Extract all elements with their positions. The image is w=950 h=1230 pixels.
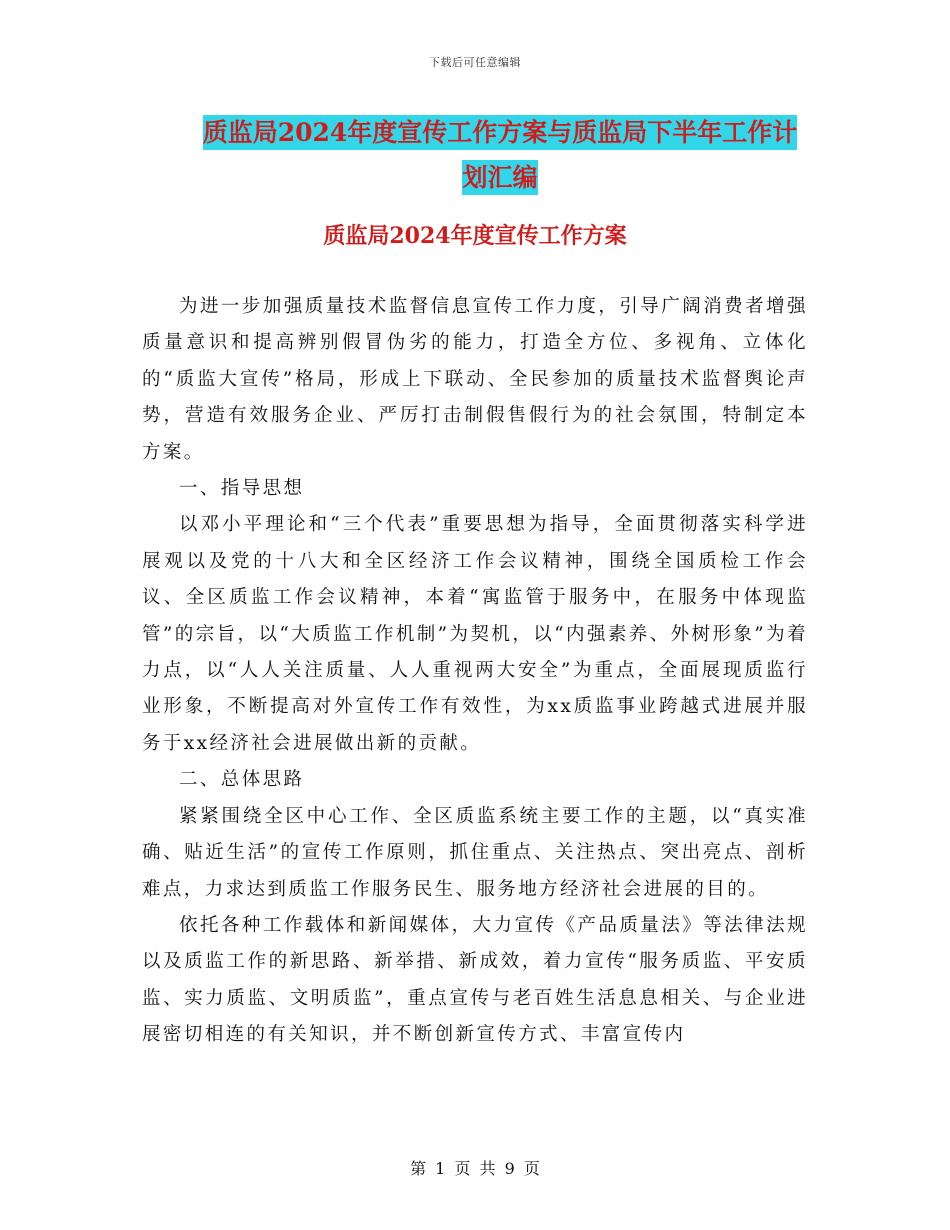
page-header-note: 下载后可任意编辑 bbox=[429, 56, 521, 69]
document-title-line-1: 质监局2024年度宣传工作方案与质监局下半年工作计 bbox=[203, 115, 798, 150]
document-title-line-2: 划汇编 bbox=[462, 160, 537, 195]
paragraph-intro: 为进一步加强质量技术监督信息宣传工作力度，引导广阔消费者增强质量意识和提高辨别假冒伪劣的能力，打造全方位、多视角、立体化的“质监大宣传”格局，形成上下联动、全民参加的质量技术监督舆论声势，营造有效服务企业、严厉打击制假售假行为的社会氛围，特制定本方案。 bbox=[142, 296, 808, 463]
document-body bbox=[142, 289, 808, 1054]
document-title bbox=[150, 110, 850, 200]
page-number: 第 1 页 共 9 页 bbox=[410, 1159, 540, 1178]
paragraph-publicity-carriers: 依托各种工作载体和新闻媒体，大力宣传《产品质量法》等法律法规以及质监工作的新思路、新举措、新成效，着力宣传“服务质监、平安质监、实力质监、文明质监”，重点宣传与老百姓生活息息相关、与企业进展密切相连的有关知识，并不断创新宣传方式、丰富宣传内 bbox=[142, 914, 808, 1046]
section-heading: 质监局2024年度宣传工作方案 bbox=[323, 223, 627, 249]
heading-guiding-thought: 一、指导思想 bbox=[179, 478, 305, 500]
heading-overall-approach: 二、总体思路 bbox=[179, 769, 305, 791]
paragraph-guiding-thought: 以邓小平理论和“三个代表”重要思想为指导，全面贯彻落实科学进展观以及党的十八大和全区经济工作会议精神，围绕全国质检工作会议、全区质监工作会议精神，本着“寓监管于服务中，在服务中体现监管”的宗旨，以“大质监工作机制”为契机，以“内强素养、外树形象”为着力点，以“人人关注质量、人人重视两大安全”为重点，全面展现质监行业形象，不断提高对外宣传工作有效性，为xx质监事业跨越式进展并服务于xx经济社会进展做出新的贡献。 bbox=[142, 514, 808, 754]
paragraph-overall-approach: 紧紧围绕全区中心工作、全区质监系统主要工作的主题，以“真实准确、贴近生活”的宣传工作原则，抓住重点、关注热点、突出亮点、剖析难点，力求达到质监工作服务民生、服务地方经济社会进展的目的。 bbox=[142, 805, 808, 900]
